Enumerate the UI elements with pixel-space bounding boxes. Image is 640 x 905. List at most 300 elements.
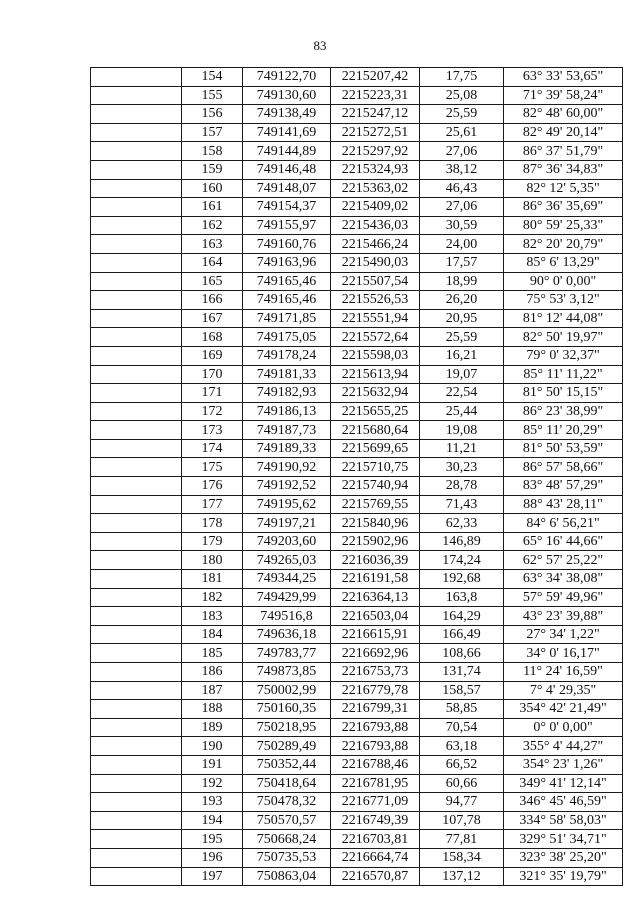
point-number-cell: 174 [182,439,243,458]
direction-angle-cell: 63° 34' 38,08" [504,570,623,589]
empty-cell [91,848,182,867]
x-coordinate-cell: 749203,60 [243,532,331,551]
point-number-cell: 184 [182,625,243,644]
x-coordinate-cell: 749146,48 [243,160,331,179]
y-coordinate-cell: 2216036,39 [331,551,420,570]
empty-cell [91,607,182,626]
table-row [91,607,623,626]
direction-angle-cell: 334° 58' 58,03" [504,811,623,830]
y-coordinate-cell: 2216364,13 [331,588,420,607]
empty-cell [91,663,182,682]
direction-angle-cell: 329° 51' 34,71" [504,830,623,849]
x-coordinate-cell: 749148,07 [243,179,331,198]
y-coordinate-cell: 2216799,31 [331,700,420,719]
y-coordinate-cell: 2215613,94 [331,365,420,384]
point-number-cell: 179 [182,532,243,551]
distance-cell: 25,61 [420,123,504,142]
empty-cell [91,402,182,421]
distance-cell: 25,44 [420,402,504,421]
distance-cell: 20,95 [420,309,504,328]
distance-cell: 108,66 [420,644,504,663]
distance-cell: 174,24 [420,551,504,570]
x-coordinate-cell: 749186,13 [243,402,331,421]
table-row [91,86,623,105]
x-coordinate-cell: 749195,62 [243,495,331,514]
table-row [91,718,623,737]
empty-cell [91,179,182,198]
y-coordinate-cell: 2216570,87 [331,867,420,886]
distance-cell: 25,59 [420,105,504,124]
distance-cell: 24,00 [420,235,504,254]
coordinates-table [90,67,623,886]
y-coordinate-cell: 2215223,31 [331,86,420,105]
point-number-cell: 155 [182,86,243,105]
y-coordinate-cell: 2215507,54 [331,272,420,291]
x-coordinate-cell: 749141,69 [243,123,331,142]
point-number-cell: 193 [182,793,243,812]
direction-angle-cell: 82° 48' 60,00" [504,105,623,124]
distance-cell: 11,21 [420,439,504,458]
y-coordinate-cell: 2216615,91 [331,625,420,644]
y-coordinate-cell: 2215409,02 [331,198,420,217]
table-row [91,253,623,272]
point-number-cell: 188 [182,700,243,719]
empty-cell [91,570,182,589]
direction-angle-cell: 84° 6' 56,21" [504,514,623,533]
y-coordinate-cell: 2216753,73 [331,663,420,682]
x-coordinate-cell: 749178,24 [243,346,331,365]
table-row [91,830,623,849]
point-number-cell: 169 [182,346,243,365]
distance-cell: 30,23 [420,458,504,477]
x-coordinate-cell: 749344,25 [243,570,331,589]
x-coordinate-cell: 750863,04 [243,867,331,886]
empty-cell [91,235,182,254]
empty-cell [91,793,182,812]
direction-angle-cell: 63° 33' 53,65" [504,68,623,87]
x-coordinate-cell: 749144,89 [243,142,331,161]
x-coordinate-cell: 750570,57 [243,811,331,830]
direction-angle-cell: 85° 6' 13,29" [504,253,623,272]
x-coordinate-cell: 749187,73 [243,421,331,440]
x-coordinate-cell: 749516,8 [243,607,331,626]
point-number-cell: 194 [182,811,243,830]
distance-cell: 28,78 [420,477,504,496]
point-number-cell: 195 [182,830,243,849]
direction-angle-cell: 62° 57' 25,22" [504,551,623,570]
x-coordinate-cell: 750289,49 [243,737,331,756]
x-coordinate-cell: 750160,35 [243,700,331,719]
distance-cell: 192,68 [420,570,504,589]
point-number-cell: 165 [182,272,243,291]
y-coordinate-cell: 2215324,93 [331,160,420,179]
table-row [91,402,623,421]
distance-cell: 25,59 [420,328,504,347]
distance-cell: 60,66 [420,774,504,793]
table-row [91,160,623,179]
distance-cell: 164,29 [420,607,504,626]
direction-angle-cell: 75° 53' 3,12" [504,291,623,310]
distance-cell: 63,18 [420,737,504,756]
direction-angle-cell: 82° 12' 5,35" [504,179,623,198]
table-row [91,644,623,663]
direction-angle-cell: 80° 59' 25,33" [504,216,623,235]
x-coordinate-cell: 749163,96 [243,253,331,272]
point-number-cell: 156 [182,105,243,124]
distance-cell: 38,12 [420,160,504,179]
distance-cell: 158,57 [420,681,504,700]
distance-cell: 94,77 [420,793,504,812]
empty-cell [91,216,182,235]
direction-angle-cell: 354° 23' 1,26" [504,755,623,774]
x-coordinate-cell: 750478,32 [243,793,331,812]
y-coordinate-cell: 2215272,51 [331,123,420,142]
table-row [91,793,623,812]
empty-cell [91,365,182,384]
y-coordinate-cell: 2215247,12 [331,105,420,124]
empty-cell [91,142,182,161]
empty-cell [91,346,182,365]
x-coordinate-cell: 749783,77 [243,644,331,663]
y-coordinate-cell: 2216503,04 [331,607,420,626]
x-coordinate-cell: 749122,70 [243,68,331,87]
direction-angle-cell: 355° 4' 44,27" [504,737,623,756]
point-number-cell: 166 [182,291,243,310]
table-row [91,198,623,217]
y-coordinate-cell: 2215490,03 [331,253,420,272]
table-row [91,663,623,682]
x-coordinate-cell: 750735,53 [243,848,331,867]
x-coordinate-cell: 749636,18 [243,625,331,644]
point-number-cell: 185 [182,644,243,663]
point-number-cell: 167 [182,309,243,328]
y-coordinate-cell: 2215526,53 [331,291,420,310]
coordinates-table-body [91,68,623,886]
table-row [91,737,623,756]
point-number-cell: 178 [182,514,243,533]
x-coordinate-cell: 750218,95 [243,718,331,737]
x-coordinate-cell: 749155,97 [243,216,331,235]
empty-cell [91,291,182,310]
point-number-cell: 191 [182,755,243,774]
direction-angle-cell: 0° 0' 0,00" [504,718,623,737]
point-number-cell: 163 [182,235,243,254]
point-number-cell: 180 [182,551,243,570]
distance-cell: 19,08 [420,421,504,440]
y-coordinate-cell: 2215632,94 [331,384,420,403]
empty-cell [91,105,182,124]
y-coordinate-cell: 2216793,88 [331,737,420,756]
point-number-cell: 159 [182,160,243,179]
table-row [91,179,623,198]
table-row [91,216,623,235]
direction-angle-cell: 81° 50' 15,15" [504,384,623,403]
direction-angle-cell: 354° 42' 21,49" [504,700,623,719]
distance-cell: 27,06 [420,142,504,161]
table-row [91,328,623,347]
point-number-cell: 181 [182,570,243,589]
distance-cell: 71,43 [420,495,504,514]
direction-angle-cell: 65° 16' 44,66" [504,532,623,551]
empty-cell [91,421,182,440]
x-coordinate-cell: 749138,49 [243,105,331,124]
y-coordinate-cell: 2216788,46 [331,755,420,774]
y-coordinate-cell: 2216771,09 [331,793,420,812]
distance-cell: 22,54 [420,384,504,403]
table-row [91,551,623,570]
y-coordinate-cell: 2215699,65 [331,439,420,458]
direction-angle-cell: 323° 38' 25,20" [504,848,623,867]
point-number-cell: 182 [182,588,243,607]
x-coordinate-cell: 749154,37 [243,198,331,217]
table-row [91,625,623,644]
x-coordinate-cell: 750418,64 [243,774,331,793]
empty-cell [91,514,182,533]
table-row [91,235,623,254]
empty-cell [91,272,182,291]
distance-cell: 137,12 [420,867,504,886]
table-row [91,848,623,867]
empty-cell [91,495,182,514]
y-coordinate-cell: 2215840,96 [331,514,420,533]
direction-angle-cell: 82° 49' 20,14" [504,123,623,142]
direction-angle-cell: 346° 45' 46,59" [504,793,623,812]
y-coordinate-cell: 2216664,74 [331,848,420,867]
distance-cell: 16,21 [420,346,504,365]
direction-angle-cell: 83° 48' 57,29" [504,477,623,496]
direction-angle-cell: 81° 50' 53,59" [504,439,623,458]
direction-angle-cell: 34° 0' 16,17" [504,644,623,663]
empty-cell [91,774,182,793]
table-row [91,495,623,514]
table-row [91,811,623,830]
point-number-cell: 196 [182,848,243,867]
y-coordinate-cell: 2215598,03 [331,346,420,365]
direction-angle-cell: 57° 59' 49,96" [504,588,623,607]
empty-cell [91,644,182,663]
table-row [91,346,623,365]
y-coordinate-cell: 2215572,64 [331,328,420,347]
x-coordinate-cell: 749192,52 [243,477,331,496]
direction-angle-cell: 88° 43' 28,11" [504,495,623,514]
y-coordinate-cell: 2215363,02 [331,179,420,198]
distance-cell: 19,07 [420,365,504,384]
direction-angle-cell: 85° 11' 20,29" [504,421,623,440]
x-coordinate-cell: 749197,21 [243,514,331,533]
point-number-cell: 168 [182,328,243,347]
y-coordinate-cell: 2216793,88 [331,718,420,737]
table-row [91,365,623,384]
x-coordinate-cell: 749189,33 [243,439,331,458]
table-row [91,755,623,774]
empty-cell [91,86,182,105]
y-coordinate-cell: 2215551,94 [331,309,420,328]
distance-cell: 77,81 [420,830,504,849]
distance-cell: 17,75 [420,68,504,87]
y-coordinate-cell: 2216749,39 [331,811,420,830]
distance-cell: 25,08 [420,86,504,105]
empty-cell [91,625,182,644]
x-coordinate-cell: 749175,05 [243,328,331,347]
x-coordinate-cell: 749181,33 [243,365,331,384]
x-coordinate-cell: 749190,92 [243,458,331,477]
point-number-cell: 170 [182,365,243,384]
x-coordinate-cell: 749873,85 [243,663,331,682]
point-number-cell: 154 [182,68,243,87]
empty-cell [91,458,182,477]
empty-cell [91,867,182,886]
direction-angle-cell: 321° 35' 19,79" [504,867,623,886]
empty-cell [91,811,182,830]
x-coordinate-cell: 749130,60 [243,86,331,105]
distance-cell: 30,59 [420,216,504,235]
empty-cell [91,588,182,607]
y-coordinate-cell: 2216191,58 [331,570,420,589]
table-row [91,681,623,700]
y-coordinate-cell: 2215740,94 [331,477,420,496]
empty-cell [91,253,182,272]
table-row [91,68,623,87]
empty-cell [91,477,182,496]
distance-cell: 27,06 [420,198,504,217]
distance-cell: 70,54 [420,718,504,737]
point-number-cell: 175 [182,458,243,477]
direction-angle-cell: 79° 0' 32,37" [504,346,623,365]
point-number-cell: 197 [182,867,243,886]
point-number-cell: 171 [182,384,243,403]
table-row [91,514,623,533]
y-coordinate-cell: 2215466,24 [331,235,420,254]
point-number-cell: 161 [182,198,243,217]
distance-cell: 66,52 [420,755,504,774]
point-number-cell: 157 [182,123,243,142]
direction-angle-cell: 85° 11' 11,22" [504,365,623,384]
distance-cell: 18,99 [420,272,504,291]
x-coordinate-cell: 750352,44 [243,755,331,774]
direction-angle-cell: 86° 36' 35,69" [504,198,623,217]
distance-cell: 163,8 [420,588,504,607]
empty-cell [91,551,182,570]
y-coordinate-cell: 2215710,75 [331,458,420,477]
table-row [91,309,623,328]
table-row [91,272,623,291]
table-row [91,477,623,496]
point-number-cell: 177 [182,495,243,514]
point-number-cell: 162 [182,216,243,235]
empty-cell [91,160,182,179]
point-number-cell: 172 [182,402,243,421]
y-coordinate-cell: 2215436,03 [331,216,420,235]
point-number-cell: 158 [182,142,243,161]
empty-cell [91,439,182,458]
direction-angle-cell: 82° 20' 20,79" [504,235,623,254]
empty-cell [91,309,182,328]
page-number: 83 [313,38,327,53]
point-number-cell: 164 [182,253,243,272]
direction-angle-cell: 81° 12' 44,08" [504,309,623,328]
distance-cell: 46,43 [420,179,504,198]
x-coordinate-cell: 749160,76 [243,235,331,254]
x-coordinate-cell: 750002,99 [243,681,331,700]
empty-cell [91,384,182,403]
x-coordinate-cell: 749171,85 [243,309,331,328]
distance-cell: 62,33 [420,514,504,533]
empty-cell [91,681,182,700]
x-coordinate-cell: 749165,46 [243,291,331,310]
direction-angle-cell: 349° 41' 12,14" [504,774,623,793]
x-coordinate-cell: 749182,93 [243,384,331,403]
distance-cell: 158,34 [420,848,504,867]
direction-angle-cell: 43° 23' 39,88" [504,607,623,626]
empty-cell [91,755,182,774]
table-row [91,867,623,886]
direction-angle-cell: 86° 37' 51,79" [504,142,623,161]
table-row [91,700,623,719]
x-coordinate-cell: 749429,99 [243,588,331,607]
y-coordinate-cell: 2215207,42 [331,68,420,87]
y-coordinate-cell: 2215655,25 [331,402,420,421]
direction-angle-cell: 90° 0' 0,00" [504,272,623,291]
point-number-cell: 192 [182,774,243,793]
point-number-cell: 160 [182,179,243,198]
empty-cell [91,830,182,849]
y-coordinate-cell: 2215769,55 [331,495,420,514]
x-coordinate-cell: 750668,24 [243,830,331,849]
direction-angle-cell: 82° 50' 19,97" [504,328,623,347]
direction-angle-cell: 7° 4' 29,35" [504,681,623,700]
empty-cell [91,700,182,719]
table-row [91,570,623,589]
direction-angle-cell: 11° 24' 16,59" [504,663,623,682]
point-number-cell: 186 [182,663,243,682]
empty-cell [91,123,182,142]
empty-cell [91,718,182,737]
table-row [91,142,623,161]
table-row [91,421,623,440]
point-number-cell: 183 [182,607,243,626]
table-row [91,439,623,458]
distance-cell: 58,85 [420,700,504,719]
direction-angle-cell: 86° 23' 38,99" [504,402,623,421]
direction-angle-cell: 71° 39' 58,24" [504,86,623,105]
distance-cell: 107,78 [420,811,504,830]
table-row [91,123,623,142]
point-number-cell: 173 [182,421,243,440]
y-coordinate-cell: 2216692,96 [331,644,420,663]
table-row [91,384,623,403]
y-coordinate-cell: 2216781,95 [331,774,420,793]
table-row [91,588,623,607]
direction-angle-cell: 27° 34' 1,22" [504,625,623,644]
point-number-cell: 176 [182,477,243,496]
distance-cell: 17,57 [420,253,504,272]
point-number-cell: 189 [182,718,243,737]
direction-angle-cell: 86° 57' 58,66" [504,458,623,477]
empty-cell [91,737,182,756]
distance-cell: 26,20 [420,291,504,310]
empty-cell [91,68,182,87]
y-coordinate-cell: 2216703,81 [331,830,420,849]
table-row [91,291,623,310]
direction-angle-cell: 87° 36' 34,83" [504,160,623,179]
table-row [91,105,623,124]
table-row [91,458,623,477]
x-coordinate-cell: 749165,46 [243,272,331,291]
y-coordinate-cell: 2216779,78 [331,681,420,700]
empty-cell [91,532,182,551]
distance-cell: 146,89 [420,532,504,551]
distance-cell: 131,74 [420,663,504,682]
